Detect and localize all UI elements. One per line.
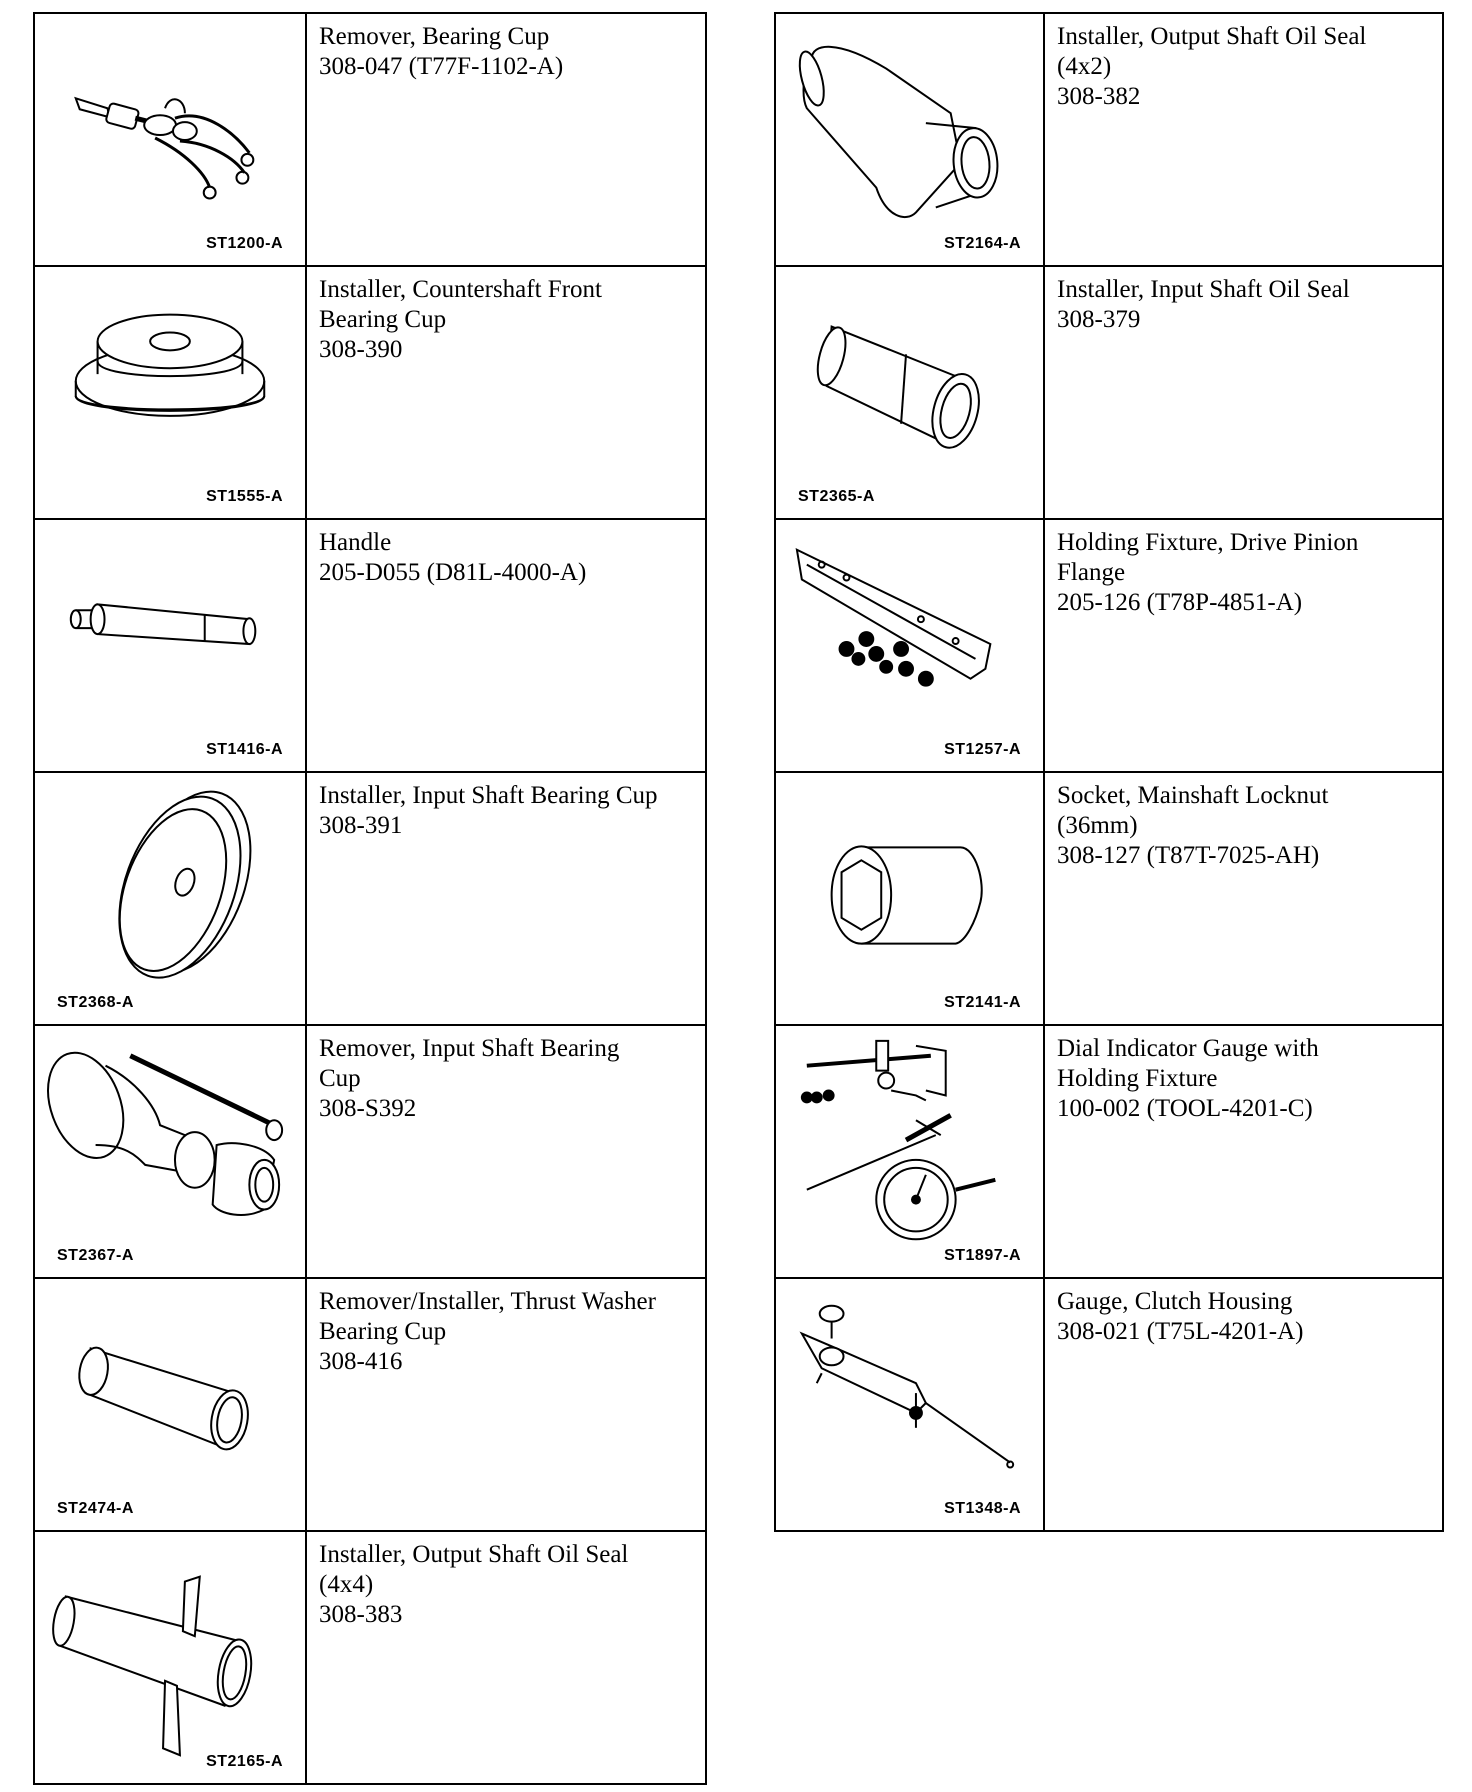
tool-description-cell bbox=[306, 1278, 706, 1531]
tool-description-cell bbox=[306, 772, 706, 1025]
tool-name: Installer, Input Shaft Oil Seal bbox=[1057, 276, 1350, 303]
tool-row bbox=[775, 1278, 1443, 1531]
tool-illustration-cell bbox=[34, 266, 306, 519]
tool-description-cell bbox=[1044, 519, 1443, 772]
tool-part-number: 308-047 (T77F-1102-A) bbox=[319, 53, 564, 80]
illustration-code: ST1897-A bbox=[944, 1247, 1021, 1264]
tool-row bbox=[34, 1531, 706, 1784]
tool-illustration-cell bbox=[34, 519, 306, 772]
tool-row bbox=[34, 1278, 706, 1531]
tool-illustration-cell bbox=[775, 1025, 1044, 1278]
illustration-code: ST2165-A bbox=[206, 1753, 283, 1770]
tool-name-cont: (4x4) bbox=[319, 1571, 374, 1598]
clutch-housing-gauge-icon bbox=[776, 1279, 1043, 1530]
tool-description-cell bbox=[306, 266, 706, 519]
tool-description-cell bbox=[1044, 1278, 1443, 1531]
tool-name: Remover/Installer, Thrust Washer bbox=[319, 1288, 656, 1315]
thrust-washer-tool-icon bbox=[35, 1279, 305, 1530]
illustration-code: ST1416-A bbox=[206, 741, 283, 758]
illustration-code: ST1257-A bbox=[944, 741, 1021, 758]
tool-name: Installer, Countershaft Front bbox=[319, 276, 602, 303]
illustration-code: ST2365-A bbox=[798, 488, 875, 505]
tool-name-cont: (4x2) bbox=[1057, 53, 1112, 80]
countershaft-cup-installer-icon bbox=[35, 267, 305, 518]
tool-part-number: 308-383 bbox=[319, 1601, 403, 1628]
tool-illustration-cell bbox=[34, 1025, 306, 1278]
illustration-code: ST2367-A bbox=[57, 1247, 134, 1264]
tool-row bbox=[34, 772, 706, 1025]
tool-illustration-cell bbox=[775, 519, 1044, 772]
tool-illustration-cell bbox=[34, 13, 306, 266]
tool-row bbox=[775, 772, 1443, 1025]
illustration-code: ST1555-A bbox=[206, 488, 283, 505]
tool-name: Dial Indicator Gauge with bbox=[1057, 1035, 1319, 1062]
tool-name: Remover, Bearing Cup bbox=[319, 23, 550, 50]
tool-part-number: 100-002 (TOOL-4201-C) bbox=[1057, 1095, 1313, 1122]
tool-name: Socket, Mainshaft Locknut bbox=[1057, 782, 1329, 809]
illustration-code: ST1348-A bbox=[944, 1500, 1021, 1517]
tool-name: Handle bbox=[319, 529, 392, 556]
illustration-code: ST1200-A bbox=[206, 235, 283, 252]
tool-part-number: 308-382 bbox=[1057, 83, 1141, 110]
input-cup-installer-icon bbox=[35, 773, 305, 1024]
tool-description-cell bbox=[1044, 1025, 1443, 1278]
tool-illustration-cell bbox=[775, 266, 1044, 519]
tool-illustration-cell bbox=[34, 772, 306, 1025]
tool-description-cell bbox=[1044, 266, 1443, 519]
input-seal-installer-icon bbox=[776, 267, 1043, 518]
tool-row bbox=[775, 1025, 1443, 1278]
tool-name: Installer, Input Shaft Bearing Cup bbox=[319, 782, 658, 809]
tool-description-cell bbox=[1044, 13, 1443, 266]
tool-description-cell bbox=[306, 1531, 706, 1784]
tool-part-number: 308-021 (T75L-4201-A) bbox=[1057, 1318, 1304, 1345]
tool-description-cell bbox=[1044, 772, 1443, 1025]
tool-part-number: 308-390 bbox=[319, 336, 403, 363]
tool-name-cont: Holding Fixture bbox=[1057, 1065, 1218, 1092]
tool-row bbox=[775, 519, 1443, 772]
tool-part-number: 205-D055 (D81L-4000-A) bbox=[319, 559, 587, 586]
tool-part-number: 308-416 bbox=[319, 1348, 403, 1375]
tool-description-cell bbox=[306, 13, 706, 266]
tool-name-cont: (36mm) bbox=[1057, 812, 1138, 839]
tool-name: Installer, Output Shaft Oil Seal bbox=[1057, 23, 1367, 50]
tool-part-number: 308-379 bbox=[1057, 306, 1141, 333]
tool-row bbox=[34, 13, 706, 266]
illustration-code: ST2368-A bbox=[57, 994, 134, 1011]
tool-description-cell bbox=[306, 1025, 706, 1278]
tool-name: Holding Fixture, Drive Pinion bbox=[1057, 529, 1359, 556]
tool-row bbox=[775, 266, 1443, 519]
tool-part-number: 308-127 (T87T-7025-AH) bbox=[1057, 842, 1320, 869]
tool-illustration-cell bbox=[34, 1278, 306, 1531]
tool-name: Gauge, Clutch Housing bbox=[1057, 1288, 1293, 1315]
tool-row bbox=[34, 266, 706, 519]
tool-illustration-cell bbox=[775, 1278, 1044, 1531]
tool-name-cont: Bearing Cup bbox=[319, 1318, 447, 1345]
dial-indicator-icon bbox=[776, 1026, 1043, 1277]
pinion-flange-fixture-icon bbox=[776, 520, 1043, 771]
tool-row bbox=[34, 519, 706, 772]
tool-illustration-cell bbox=[34, 1531, 306, 1784]
tool-name-cont: Flange bbox=[1057, 559, 1126, 586]
tool-name-cont: Bearing Cup bbox=[319, 306, 447, 333]
tool-table-left bbox=[33, 12, 707, 1785]
tool-row bbox=[775, 13, 1443, 266]
handle-icon bbox=[35, 520, 305, 771]
tool-table-right bbox=[774, 12, 1444, 1532]
tool-illustration-cell bbox=[775, 13, 1044, 266]
output-seal-4x4-installer-icon bbox=[35, 1532, 305, 1783]
illustration-code: ST2141-A bbox=[944, 994, 1021, 1011]
illustration-code: ST2474-A bbox=[57, 1500, 134, 1517]
tool-row bbox=[34, 1025, 706, 1278]
tool-name: Installer, Output Shaft Oil Seal bbox=[319, 1541, 629, 1568]
tool-part-number: 308-S392 bbox=[319, 1095, 417, 1122]
output-seal-4x2-installer-icon bbox=[776, 14, 1043, 265]
input-cup-remover-icon bbox=[35, 1026, 305, 1277]
tool-description-cell bbox=[306, 519, 706, 772]
bearing-cup-remover-icon bbox=[35, 14, 305, 265]
tool-illustration-cell bbox=[775, 772, 1044, 1025]
illustration-code: ST2164-A bbox=[944, 235, 1021, 252]
tool-name: Remover, Input Shaft Bearing bbox=[319, 1035, 620, 1062]
tool-name-cont: Cup bbox=[319, 1065, 361, 1092]
tool-part-number: 205-126 (T78P-4851-A) bbox=[1057, 589, 1303, 616]
tool-part-number: 308-391 bbox=[319, 812, 403, 839]
locknut-socket-icon bbox=[776, 773, 1043, 1024]
